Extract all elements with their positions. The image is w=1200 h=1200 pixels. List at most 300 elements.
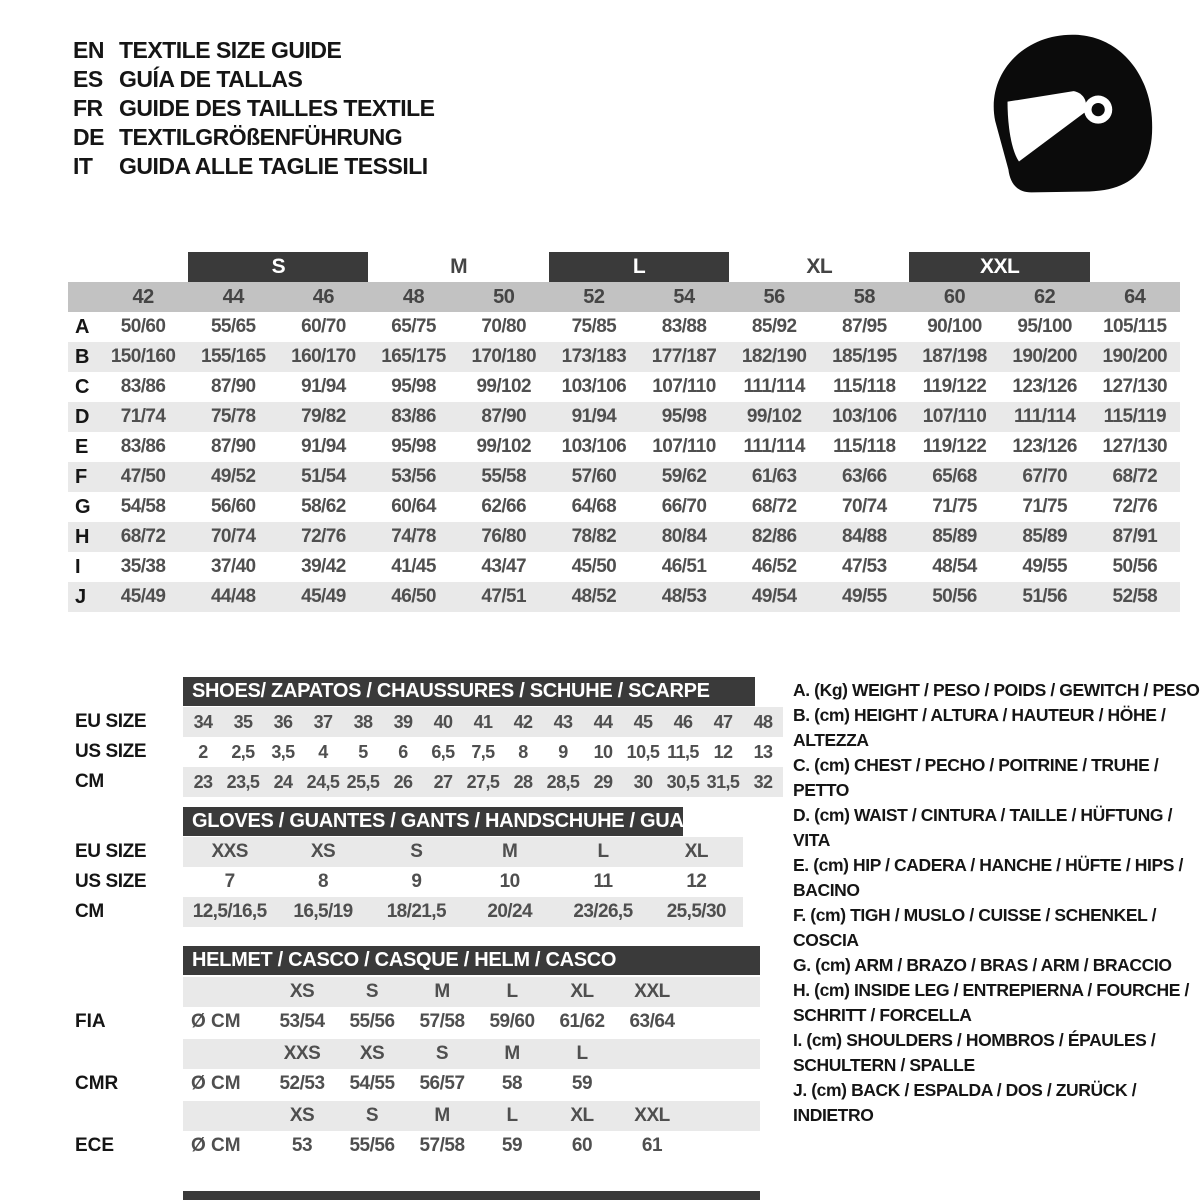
diameter-unit: Ø CM	[191, 1073, 241, 1094]
cell: 150/160	[110, 346, 176, 367]
cell: 155/165	[200, 346, 266, 367]
measure-row-i	[68, 552, 1180, 582]
cell: 173/183	[561, 346, 627, 367]
cell: 12,5/16,5	[192, 901, 267, 922]
legend-item-d: D. (cm) WAIST / CINTURA / TAILLE / HÜFTUNG / VITA	[793, 805, 1173, 850]
legend-item-f: F. (cm) TIGH / MUSLO / CUISSE / SCHENKEL / COSCIA	[793, 905, 1157, 950]
language-title: GUÍA DE TALLAS	[119, 66, 303, 92]
cell: 53/54	[279, 1011, 325, 1032]
cell: 84/88	[842, 526, 887, 547]
cell: 61/62	[559, 1011, 605, 1032]
size-label: S	[435, 1043, 449, 1064]
cell: 30	[633, 772, 653, 792]
cell: 28	[513, 772, 533, 792]
gloves-row	[183, 837, 743, 867]
cell: 50/60	[120, 316, 166, 337]
numeric-size-strip	[68, 282, 1180, 312]
measure-row-j	[68, 582, 1180, 612]
cell: S	[410, 841, 423, 862]
numeric-size: 62	[1034, 286, 1056, 308]
cell: 55/65	[210, 316, 256, 337]
cell: 12	[713, 742, 733, 762]
cell: 95/98	[661, 406, 707, 427]
language-title-list	[73, 36, 435, 181]
numeric-size: 48	[402, 286, 425, 308]
cell: 46/51	[661, 556, 707, 577]
cell: 67/70	[1022, 466, 1067, 487]
cell: 107/110	[652, 436, 716, 457]
cell: 70/74	[210, 526, 256, 547]
cell: 27	[433, 772, 453, 792]
cell: 35/38	[120, 556, 166, 577]
cell: 107/110	[652, 376, 716, 397]
language-code: DE	[73, 124, 104, 150]
helmet-group-cmr	[183, 1039, 760, 1099]
cell: 54/55	[349, 1073, 395, 1094]
cell: 78/82	[571, 526, 617, 547]
cell: 95/98	[391, 376, 436, 397]
size-label: XL	[570, 1105, 594, 1126]
cell: 11,5	[667, 742, 699, 762]
language-code: ES	[73, 66, 103, 92]
cell: 85/92	[751, 316, 797, 337]
cell: 85/89	[1022, 526, 1067, 547]
cell: 68/72	[1112, 466, 1158, 487]
cell: 99/102	[746, 406, 802, 427]
gloves-row	[183, 897, 743, 927]
cell: 46	[673, 712, 693, 732]
cell: 20/24	[487, 901, 532, 922]
cell: 83/86	[391, 406, 436, 427]
cell: 30,5	[666, 772, 700, 792]
size-label: S	[365, 1105, 379, 1126]
cell: 37/40	[210, 556, 256, 577]
cell: 57/60	[571, 466, 617, 487]
cell: 9	[558, 742, 568, 762]
row-label: G	[75, 496, 91, 518]
cell: 45/49	[301, 586, 346, 607]
legend-item-j: J. (cm) BACK / ESPALDA / DOS / ZURÜCK / INDIETRO	[793, 1080, 1137, 1125]
gloves-header-bar: GLOVES / GUANTES / GANTS / HANDSCHUHE / GUANTI	[183, 807, 683, 836]
row-label: F	[75, 466, 88, 488]
cell: 80/84	[661, 526, 707, 547]
cell: 107/110	[922, 406, 987, 427]
measure-row-g	[68, 492, 1180, 522]
cell: 24	[273, 772, 293, 792]
cell: 58/62	[301, 496, 346, 517]
cell: XXS	[211, 841, 248, 862]
cell: 123/126	[1012, 436, 1077, 457]
cell: 71/74	[120, 406, 166, 427]
gloves-row-labels	[75, 837, 146, 927]
cell: 119/122	[922, 436, 987, 457]
cell: 63/64	[629, 1011, 675, 1032]
shoes-row-label: CM	[75, 771, 104, 792]
measurement-legend	[793, 678, 1200, 1128]
cell: 59	[571, 1073, 593, 1094]
cell: 79/82	[301, 406, 346, 427]
gloves-row	[183, 867, 743, 897]
numeric-size: 56	[763, 286, 785, 308]
cell: 24,5	[306, 772, 340, 792]
helmet-header-bar: HELMET / CASCO / CASQUE / HELM / CASCO	[183, 946, 760, 975]
cell: 43/47	[481, 556, 526, 577]
cell: 103/106	[561, 376, 627, 397]
cell: 111/114	[1013, 406, 1076, 427]
helmet-rows	[183, 977, 760, 1161]
cell: 65/75	[391, 316, 436, 337]
size-label: XS	[359, 1043, 385, 1064]
cell: 115/119	[1103, 406, 1166, 427]
cell: 127/130	[1102, 436, 1168, 457]
cell: 34	[193, 712, 213, 732]
cell: 87/91	[1112, 526, 1158, 547]
cell: 75/78	[210, 406, 256, 427]
cell: 61/63	[751, 466, 797, 487]
legend-item-g: G. (cm) ARM / BRAZO / BRAS / ARM / BRACCIO	[793, 955, 1172, 975]
size-group-header-row	[68, 252, 1180, 282]
cell: 16,5/19	[293, 901, 353, 922]
size-label: L	[506, 981, 518, 1002]
cell: M	[502, 841, 518, 862]
shoes-row-label: EU SIZE	[75, 711, 147, 732]
cell: 115/118	[833, 436, 896, 457]
size-group-m: M	[450, 255, 468, 278]
cell: 190/200	[1012, 346, 1077, 367]
cell: 55/56	[349, 1011, 395, 1032]
cell: 35	[233, 712, 253, 732]
shoes-row-label: US SIZE	[75, 741, 147, 762]
cell: 72/76	[1112, 496, 1158, 517]
cell: 45	[633, 712, 653, 732]
cell: 41	[473, 712, 493, 732]
cell: 10,5	[626, 742, 660, 762]
measurement-rows	[68, 312, 1180, 612]
textile-size-table	[68, 252, 1180, 612]
language-row	[73, 36, 435, 65]
size-label: XXL	[634, 981, 670, 1002]
size-label: M	[504, 1043, 520, 1064]
helmet-values-row	[183, 1131, 760, 1161]
language-title: GUIDA ALLE TAGLIE TESSILI	[119, 153, 428, 179]
cell: 76/80	[481, 526, 526, 547]
cell: 53	[291, 1135, 313, 1156]
gloves-row-label: CM	[75, 901, 104, 922]
cell: 39	[393, 712, 413, 732]
cell: 45/49	[120, 586, 166, 607]
cell: 23/26,5	[573, 901, 633, 922]
cell: 60/64	[391, 496, 436, 517]
cell: 60	[571, 1135, 593, 1156]
cell: 57/58	[419, 1011, 465, 1032]
helmet-sizes-row	[183, 1039, 760, 1069]
legend-item-h: H. (cm) INSIDE LEG / ENTREPIERNA / FOURCHE / SCHRITT / FORCELLA	[793, 980, 1189, 1025]
cell: 12	[686, 871, 707, 892]
cell: 9	[411, 871, 422, 892]
strip-spacer	[68, 282, 98, 312]
cell: 123/126	[1012, 376, 1077, 397]
cell: 50/56	[932, 586, 977, 607]
language-row	[73, 94, 435, 123]
numeric-size: 60	[943, 286, 966, 308]
cell: L	[597, 841, 609, 862]
numeric-size: 58	[853, 286, 875, 308]
cell: 10	[593, 742, 613, 762]
cell: 115/118	[833, 376, 896, 397]
cell: 6,5	[431, 742, 455, 762]
cell: 55/56	[349, 1135, 395, 1156]
shoes-rows	[183, 707, 783, 797]
language-row	[73, 152, 435, 181]
cell: 49/55	[842, 586, 887, 607]
cell: 83/86	[120, 376, 166, 397]
helmet-values-row	[183, 1069, 760, 1099]
cell: 49/54	[751, 586, 797, 607]
cell: 56/57	[419, 1073, 465, 1094]
numeric-size: 50	[493, 286, 515, 308]
size-label: XXL	[634, 1105, 670, 1126]
cell: 54/58	[120, 496, 166, 517]
cell: 28,5	[546, 772, 580, 792]
measure-row-c	[68, 372, 1180, 402]
cell: 25,5	[346, 772, 380, 792]
helmet-values-row	[183, 1007, 760, 1037]
cell: XS	[310, 841, 336, 862]
cell: 32	[753, 772, 773, 792]
cell: 38	[353, 712, 373, 732]
helmet-sizes-row	[183, 1101, 760, 1131]
cell: 91/94	[301, 376, 346, 397]
cell: 29	[593, 772, 613, 792]
cell: 99/102	[476, 436, 531, 457]
cell: 71/75	[1022, 496, 1067, 517]
cell: 85/89	[932, 526, 977, 547]
cell: 119/122	[922, 376, 987, 397]
cell: 87/90	[210, 376, 256, 397]
cell: 46/50	[391, 586, 436, 607]
size-label: L	[506, 1105, 518, 1126]
cell: 62/66	[481, 496, 526, 517]
cell: 58	[501, 1073, 523, 1094]
group-row-spacer	[68, 252, 188, 282]
cell: 48/53	[661, 586, 707, 607]
cell: 165/175	[381, 346, 446, 367]
cell: XL	[684, 841, 708, 862]
cell: 13	[753, 742, 773, 762]
cell: 75/85	[571, 316, 617, 337]
cell: 71/75	[932, 496, 977, 517]
cell: 2	[198, 742, 208, 762]
cell: 59/60	[489, 1011, 535, 1032]
cell: 7,5	[471, 742, 495, 762]
cell: 2,5	[231, 742, 255, 762]
cell: 52/58	[1112, 586, 1158, 607]
measure-row-h	[68, 522, 1180, 552]
cell: 47/51	[481, 586, 526, 607]
size-label: L	[576, 1043, 588, 1064]
cell: 105/115	[1103, 316, 1167, 337]
numeric-size: 42	[132, 286, 154, 308]
shoes-size-table	[68, 677, 808, 797]
cell: 47	[713, 712, 733, 732]
cell: 44	[593, 712, 613, 732]
row-label: I	[75, 556, 81, 578]
cell: 52/53	[279, 1073, 325, 1094]
helmet-row-label: CMR	[75, 1073, 119, 1094]
unit-spacer	[183, 1039, 267, 1069]
unit-spacer	[183, 1101, 267, 1131]
cell: 48	[753, 712, 773, 732]
diameter-unit: Ø CM	[191, 1011, 241, 1032]
cell: 87/95	[842, 316, 887, 337]
cell: 87/90	[210, 436, 256, 457]
cell: 60/70	[301, 316, 346, 337]
cell: 103/106	[832, 406, 897, 427]
cell: 72/76	[301, 526, 346, 547]
cell: 26	[393, 772, 413, 792]
size-group-xl: XL	[806, 255, 833, 278]
unit-spacer	[183, 977, 267, 1007]
cell: 46/52	[751, 556, 797, 577]
cell: 83/88	[661, 316, 707, 337]
size-label: XL	[570, 981, 594, 1002]
cell: 55/58	[481, 466, 526, 487]
cell: 49/52	[210, 466, 256, 487]
cell: 48/54	[932, 556, 977, 577]
row-label: C	[75, 376, 90, 398]
size-group-s: S	[188, 252, 368, 282]
cell: 4	[318, 742, 328, 762]
row-label: E	[75, 436, 89, 458]
cell: 111/114	[743, 376, 805, 397]
cell: 74/78	[391, 526, 436, 547]
cell: 68/72	[751, 496, 797, 517]
cell: 70/74	[842, 496, 887, 517]
measure-row-b	[68, 342, 1180, 372]
cell: 182/190	[741, 346, 807, 367]
cell: 177/187	[651, 346, 717, 367]
cell: 185/195	[832, 346, 897, 367]
cell: 47/53	[842, 556, 887, 577]
helmet-row-label: FIA	[75, 1011, 106, 1032]
cell: 6	[398, 742, 408, 762]
numeric-size: 44	[222, 286, 244, 308]
gloves-size-table	[68, 807, 808, 927]
cell: 64/68	[571, 496, 617, 517]
diameter-unit: Ø CM	[191, 1135, 241, 1156]
measure-row-e	[68, 432, 1180, 462]
cell: 90/100	[927, 316, 982, 337]
numeric-size: 46	[312, 286, 335, 308]
cell: 70/80	[481, 316, 526, 337]
cell: 49/55	[1022, 556, 1067, 577]
cell: 39/42	[301, 556, 346, 577]
shoes-row-labels	[75, 707, 146, 797]
cell: 63/66	[842, 466, 887, 487]
language-title: GUIDE DES TAILLES TEXTILE	[119, 95, 435, 121]
cell: 25,5/30	[666, 901, 726, 922]
numeric-size: 54	[673, 286, 695, 308]
cell: 187/198	[922, 346, 987, 367]
gloves-row-label: EU SIZE	[75, 841, 147, 862]
legend-item-a: A. (Kg) WEIGHT / PESO / POIDS / GEWITCH / PESO	[793, 680, 1200, 700]
cell: 51/56	[1022, 586, 1067, 607]
cell: 87/90	[481, 406, 526, 427]
row-label: A	[75, 316, 90, 338]
cell: 23,5	[226, 772, 260, 792]
legend-item-b: B. (cm) HEIGHT / ALTURA / HAUTEUR / HÖHE / ALTEZZA	[793, 705, 1166, 750]
cell: 61	[641, 1135, 663, 1156]
cell: 40	[433, 712, 453, 732]
cell: 65/68	[932, 466, 977, 487]
cell: 95/100	[1017, 316, 1072, 337]
language-row	[73, 65, 435, 94]
cell: 18/21,5	[386, 901, 446, 922]
language-title: TEXTILE SIZE GUIDE	[119, 37, 342, 63]
cell: 8	[518, 742, 528, 762]
cell: 91/94	[301, 436, 346, 457]
legend-item-i: I. (cm) SHOULDERS / HOMBROS / ÉPAULES / SCHULTERN / SPALLE	[793, 1030, 1156, 1075]
cell: 99/102	[476, 376, 531, 397]
cell: 91/94	[571, 406, 617, 427]
cell: 66/70	[661, 496, 707, 517]
size-label: S	[365, 981, 379, 1002]
cell: 56/60	[210, 496, 256, 517]
shoes-row	[183, 767, 783, 797]
cell: 23	[193, 772, 213, 792]
language-code: EN	[73, 37, 104, 63]
helmet-size-table	[68, 946, 808, 1163]
size-group-xxl: XXL	[909, 252, 1089, 282]
language-code: IT	[73, 153, 93, 179]
legend-item-c: C. (cm) CHEST / PECHO / POITRINE / TRUHE / PETTO	[793, 755, 1159, 800]
cell: 44/48	[210, 586, 256, 607]
measure-row-a	[68, 312, 1180, 342]
cell: 103/106	[561, 436, 627, 457]
helmet-icon	[982, 26, 1158, 202]
shoes-row	[183, 707, 783, 737]
size-label: XXS	[283, 1043, 321, 1064]
cell: 43	[553, 712, 573, 732]
cell: 127/130	[1102, 376, 1168, 397]
measure-row-f	[68, 462, 1180, 492]
cell: 190/200	[1102, 346, 1168, 367]
legend-item-e: E. (cm) HIP / CADERA / HANCHE / HÜFTE / HIPS / BACINO	[793, 855, 1183, 900]
row-label: J	[75, 586, 87, 608]
cell: 59/62	[661, 466, 707, 487]
language-row	[73, 123, 435, 152]
helmet-row-label: ECE	[75, 1135, 115, 1156]
language-code: FR	[73, 95, 103, 121]
helmet-group-ece	[183, 1101, 760, 1161]
cell: 11	[593, 871, 613, 892]
cell: 5	[358, 742, 368, 762]
cell: 111/114	[743, 436, 805, 457]
cell: 48/52	[571, 586, 617, 607]
size-label: M	[434, 1105, 450, 1126]
helmet-sizes-row	[183, 977, 760, 1007]
cell: 41/45	[391, 556, 436, 577]
bottom-bar	[183, 1191, 760, 1200]
cell: 27,5	[466, 772, 500, 792]
cell: 36	[273, 712, 293, 732]
gloves-row-label: US SIZE	[75, 871, 147, 892]
cell: 68/72	[120, 526, 166, 547]
cell: 45/50	[571, 556, 617, 577]
language-title: TEXTILGRÖßENFÜHRUNG	[119, 124, 403, 150]
cell: 7	[224, 871, 235, 892]
cell: 10	[499, 871, 520, 892]
